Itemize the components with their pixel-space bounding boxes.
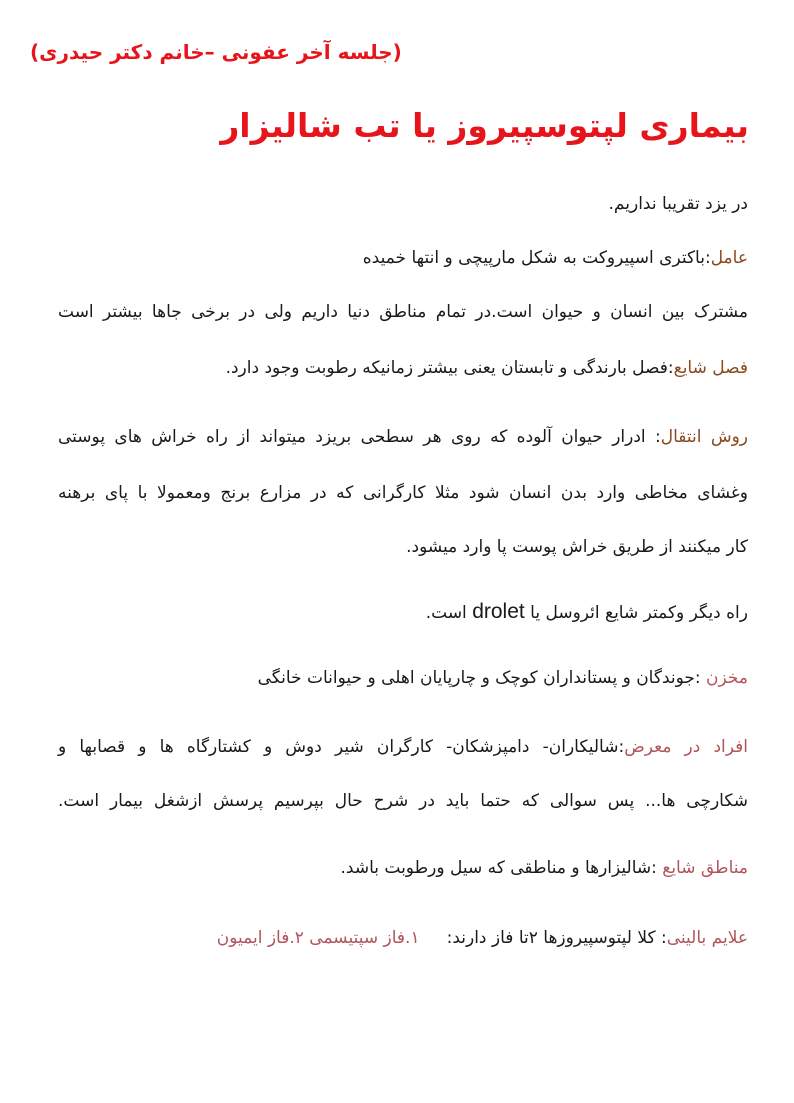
other-route-before: راه دیگر وکمتر شایع ائروسل یا xyxy=(530,603,748,623)
transmission-line-3: کار میکنند از طریق خراش پوست پا وارد میشود. xyxy=(406,537,748,557)
season-text: :فصل بارندگی و تابستان یعنی بیشتر زمانیکه رطوبت وجود دارد. xyxy=(225,358,674,378)
transmission-text-1: : ادرار حیوان آلوده که روی هر سطحی بریزد میتواند از راه خراش های پوستی xyxy=(58,427,661,447)
transmission-label: روش انتقال xyxy=(660,427,748,447)
reservoir-label: مخزن xyxy=(706,668,748,688)
lecture-header: (جلسه آخر عفونی –خانم دکتر حیدری) xyxy=(30,40,402,64)
clinical-label: علایم بالینی xyxy=(666,928,748,948)
reservoir-text: :جوندگان و پستانداران کوچک و چارپایان اهلی و حیوانات خانگی xyxy=(257,668,707,688)
regions-label: مناطق شایع xyxy=(662,858,748,878)
agent-text: :باکتری اسپیروکت به شکل مارپیچی و انتها خمیده xyxy=(362,248,711,268)
transmission-line-2: وغشای مخاطی وارد بدن انسان شود مثلا کارگرانی که در مزارع برنج ومعمولا با پای برهنه xyxy=(58,483,748,503)
other-route-latin: drolet xyxy=(472,600,525,623)
transmission-line-1 xyxy=(58,423,748,451)
shared-line: مشترک بین انسان و حیوان است.در تمام مناطق دنیا داریم ولی در برخی جاها بیشتر است xyxy=(58,302,748,322)
exposed-text-1: :شالیکاران- دامپزشکان- کارگران شیر دوش و کشتارگاه ها و قصابها و xyxy=(58,737,625,757)
other-route-line xyxy=(58,598,748,627)
clinical-text: : کلا لپتوسپیروزها ۲تا فاز دارند: xyxy=(446,928,667,948)
intro-line: در یزد تقریبا نداریم. xyxy=(608,194,748,214)
agent-label: عامل xyxy=(710,248,748,268)
other-route-after: است. xyxy=(425,603,467,623)
season-line xyxy=(58,354,748,382)
exposed-line-2: شکارچی ها... پس سوالی که حتما باید در شرح حال بپرسیم پرسش ازشغل بیمار است. xyxy=(58,791,748,811)
reservoir-line xyxy=(58,664,748,692)
exposed-line-1 xyxy=(58,733,748,761)
regions-text: :شالیزارها و مناطقی که سیل ورطوبت باشد. xyxy=(340,858,663,878)
clinical-line xyxy=(58,924,748,952)
regions-line xyxy=(58,854,748,882)
clinical-phases: ۱.فاز سپتیسمی ۲.فاز ایمیون xyxy=(216,928,420,948)
exposed-label: افراد در معرض xyxy=(624,737,748,757)
agent-line xyxy=(58,244,748,272)
page-title: بیماری لپتوسپیروز یا تب شالیزار xyxy=(220,106,749,145)
season-label: فصل شایع xyxy=(673,358,748,378)
